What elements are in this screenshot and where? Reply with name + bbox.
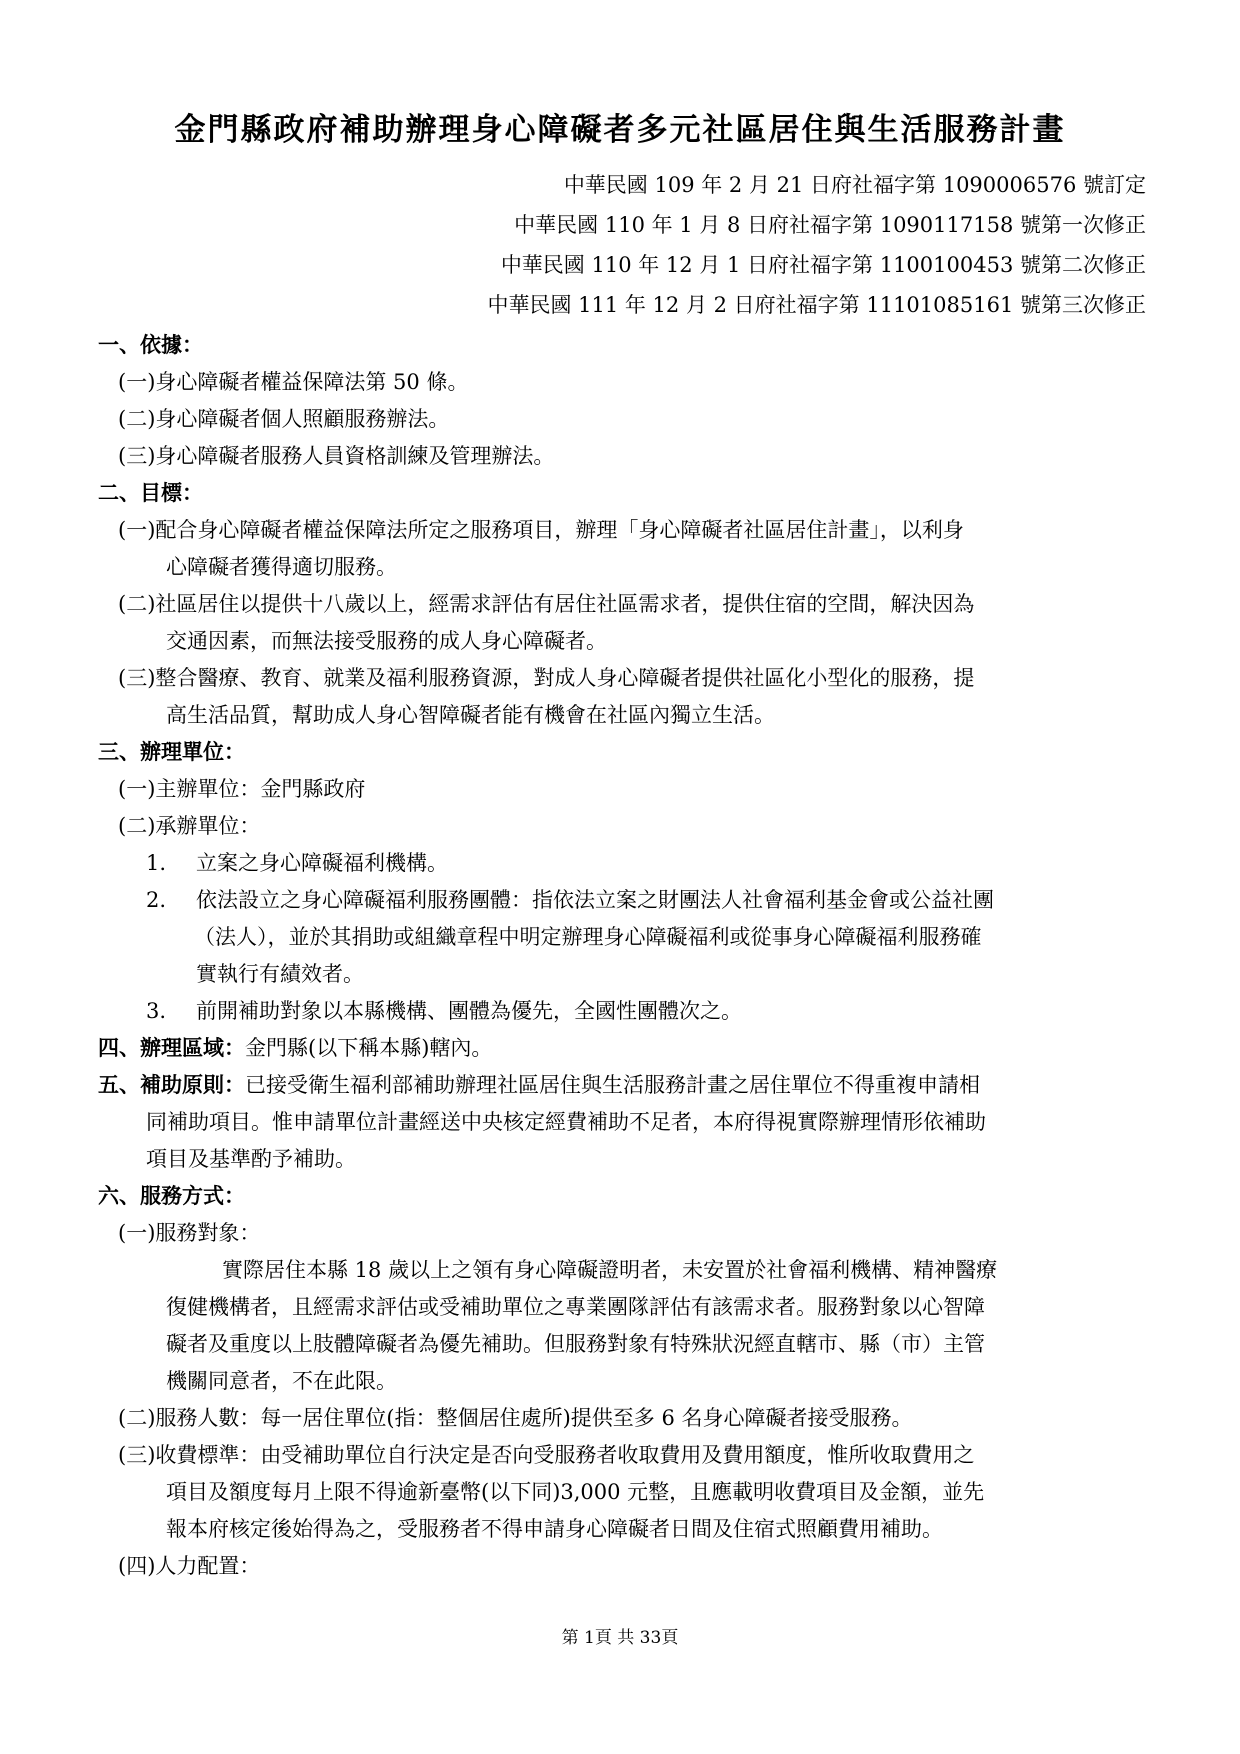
list-item: (二)社區居住以提供十八歲以上，經需求評估有居住社區需求者，提供住宿的空間，解決因為 [118, 592, 975, 616]
section-heading: 五、補助原則： [98, 1072, 245, 1097]
list-item: (三)收費標準：由受補助單位自行決定是否向受服務者收取費用及費用額度，惟所收取費用之 [118, 1443, 975, 1467]
numbered-item-continuation: 實執行有績效者。 [196, 962, 364, 986]
section-heading: 三、辦理單位： [98, 739, 245, 764]
list-item-continuation: 高生活品質，幫助成人身心智障礙者能有機會在社區內獨立生活。 [166, 703, 775, 727]
list-item: (二)身心障礙者個人照顧服務辦法。 [118, 407, 450, 431]
list-item: (三)身心障礙者服務人員資格訓練及管理辦法。 [118, 444, 555, 468]
section-heading: 一、依據： [98, 332, 203, 357]
list-item-continuation: 項目及額度每月上限不得逾新臺幣(以下同)3,000 元整，且應載明收費項目及金額，並先 [166, 1480, 985, 1504]
numbered-item-number: 3. [146, 999, 167, 1023]
numbered-item-number: 2. [146, 888, 167, 912]
section-continuation: 同補助項目。惟申請單位計畫經送中央核定經費補助不足者，本府得視實際辦理情形依補助 [146, 1110, 986, 1134]
list-item-continuation: 報本府核定後始得為之，受服務者不得申請身心障礙者日間及住宿式照顧費用補助。 [166, 1517, 943, 1541]
numbered-item-continuation: （法人），並於其捐助或組織章程中明定辦理身心障礙福利或從事身心障礙福利服務確 [194, 925, 982, 949]
list-item: (一)服務對象： [118, 1221, 261, 1245]
paragraph-line: 實際居住本縣 18 歲以上之領有身心障礙證明者，未安置於社會福利機構、精神醫療 [222, 1258, 998, 1282]
paragraph-line: 機關同意者，不在此限。 [166, 1369, 397, 1393]
list-item-continuation: 心障礙者獲得適切服務。 [166, 555, 397, 579]
list-item: (一)身心障礙者權益保障法第 50 條。 [118, 370, 469, 394]
paragraph-line: 復健機構者，且經需求評估或受補助單位之專業團隊評估有該需求者。服務對象以心智障 [166, 1295, 985, 1319]
revision-line: 中華民國 110 年 1 月 8 日府社福字第 1090117158 號第一次修正 [514, 213, 1146, 237]
section-text: 已接受衛生福利部補助辦理社區居住與生活服務計畫之居住單位不得重複申請相 [245, 1073, 980, 1097]
numbered-item-text: 立案之身心障礙福利機構。 [196, 851, 448, 875]
section-text: 金門縣(以下稱本縣)轄內。 [245, 1036, 493, 1060]
revision-line: 中華民國 111 年 12 月 2 日府社福字第 11101085161 號第三次修正 [487, 293, 1146, 317]
section-heading: 二、目標： [98, 480, 203, 505]
document-title: 金門縣政府補助辦理身心障礙者多元社區居住與生活服務計畫 [174, 112, 1066, 148]
list-item-continuation: 交通因素，而無法接受服務的成人身心障礙者。 [166, 629, 607, 653]
section-line [98, 1033, 492, 1063]
section-line [98, 1070, 980, 1100]
list-item: (一)主辦單位：金門縣政府 [118, 777, 366, 801]
section-continuation: 項目及基準酌予補助。 [146, 1147, 356, 1171]
list-item: (四)人力配置： [118, 1554, 261, 1578]
list-item: (二)服務人數：每一居住單位(指：整個居住處所)提供至多 6 名身心障礙者接受服務。 [118, 1406, 913, 1430]
section-heading: 四、辦理區域： [98, 1035, 245, 1060]
list-item: (三)整合醫療、教育、就業及福利服務資源，對成人身心障礙者提供社區化小型化的服務，提 [118, 666, 975, 690]
list-item: (一)配合身心障礙者權益保障法所定之服務項目，辦理「身心障礙者社區居住計畫」，以利身 [118, 518, 964, 542]
numbered-item-text: 前開補助對象以本縣機構、團體為優先，全國性團體次之。 [196, 999, 742, 1023]
revision-line: 中華民國 109 年 2 月 21 日府社福字第 1090006576 號訂定 [563, 173, 1146, 197]
paragraph-line: 礙者及重度以上肢體障礙者為優先補助。但服務對象有特殊狀況經直轄市、縣（市）主管 [166, 1332, 985, 1356]
section-heading: 六、服務方式： [98, 1183, 245, 1208]
page-footer: 第 1頁 共 33頁 [561, 1628, 679, 1648]
list-item: (二)承辦單位： [118, 814, 261, 838]
numbered-item-number: 1. [146, 851, 167, 875]
numbered-item-text: 依法設立之身心障礙福利服務團體：指依法立案之財團法人社會福利基金會或公益社團 [196, 888, 994, 912]
revision-line: 中華民國 110 年 12 月 1 日府社福字第 1100100453 號第二次修正 [500, 253, 1146, 277]
